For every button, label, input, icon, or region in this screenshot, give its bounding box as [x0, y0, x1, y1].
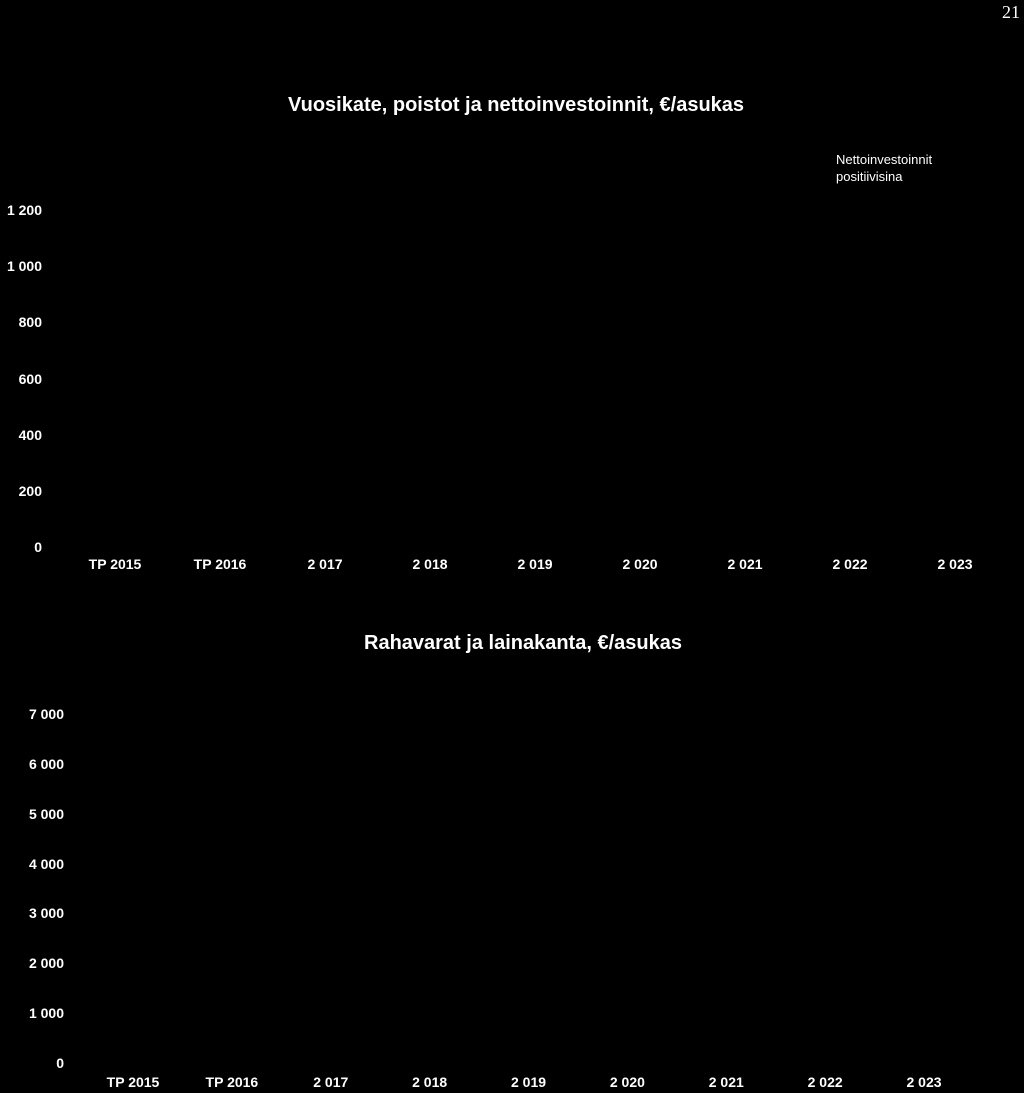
chart-2-y-tick-label: 7 000 — [28, 706, 64, 722]
page-number: 21 — [1002, 2, 1020, 22]
chart-2-y-tick-label: 6 000 — [28, 755, 64, 772]
chart-1-y-tick-label: 600 — [18, 370, 42, 387]
chart-1-title: Vuosikate, poistot ja nettoinvestoinnit, €/asukas — [288, 94, 745, 116]
chart-1-note-line-2: positiivisina — [836, 169, 903, 184]
chart-2-title: Rahavarat ja lainakanta, €/asukas — [364, 632, 682, 654]
chart-2-y-tick-label: 3 000 — [28, 905, 64, 922]
chart-1-y-tick-label: 0 — [34, 539, 42, 555]
chart-1-y-tick-label: 200 — [18, 482, 42, 499]
chart-1-x-tick-label: 2 022 — [832, 556, 868, 572]
chart-1-y-tick-label: 1 000 — [6, 258, 42, 275]
chart-2-x-tick-label: 2 021 — [708, 1074, 744, 1090]
chart-1-x-tick-label: TP 2015 — [88, 556, 142, 572]
chart-1-x-tick-label: 2 019 — [517, 556, 553, 572]
chart-2-y-tick-label: 1 000 — [28, 1005, 64, 1022]
chart-2-x-tick-label: 2 020 — [609, 1074, 645, 1090]
chart-2-x-tick-label: TP 2016 — [205, 1074, 259, 1090]
chart-2-y-tick-label: 0 — [56, 1055, 64, 1071]
chart-1-y-tick-label: 1 200 — [6, 202, 42, 218]
chart-1-x-tick-label: 2 020 — [622, 556, 658, 572]
chart-1-x-tick-label: 2 017 — [307, 556, 343, 572]
chart-1-y-tick-label: 400 — [18, 426, 42, 443]
chart-1-note — [836, 151, 932, 185]
chart-2-y-tick-label: 5 000 — [28, 805, 64, 822]
chart-1-x-tick-label: TP 2016 — [193, 556, 247, 572]
chart-1-y-tick-label: 800 — [18, 314, 42, 331]
chart-2-x-tick-label: 2 019 — [510, 1074, 547, 1090]
chart-2-x-tick-label: 2 017 — [313, 1074, 349, 1090]
chart-2-x-tick-label: TP 2015 — [106, 1074, 160, 1090]
chart-1-x-tick-label: 2 023 — [937, 556, 973, 572]
chart-2-x-tick-label: 2 023 — [906, 1074, 942, 1090]
chart-2-y-tick-label: 2 000 — [28, 955, 64, 972]
chart-2-x-tick-label: 2 018 — [412, 1074, 448, 1090]
chart-2-x-tick-label: 2 022 — [807, 1074, 843, 1090]
chart-2-y-tick-label: 4 000 — [28, 855, 64, 872]
chart-1-x-tick-label: 2 021 — [727, 556, 763, 572]
chart-1-x-tick-label: 2 018 — [412, 556, 448, 572]
chart-1-note-line-1: Nettoinvestoinnit — [836, 152, 933, 167]
